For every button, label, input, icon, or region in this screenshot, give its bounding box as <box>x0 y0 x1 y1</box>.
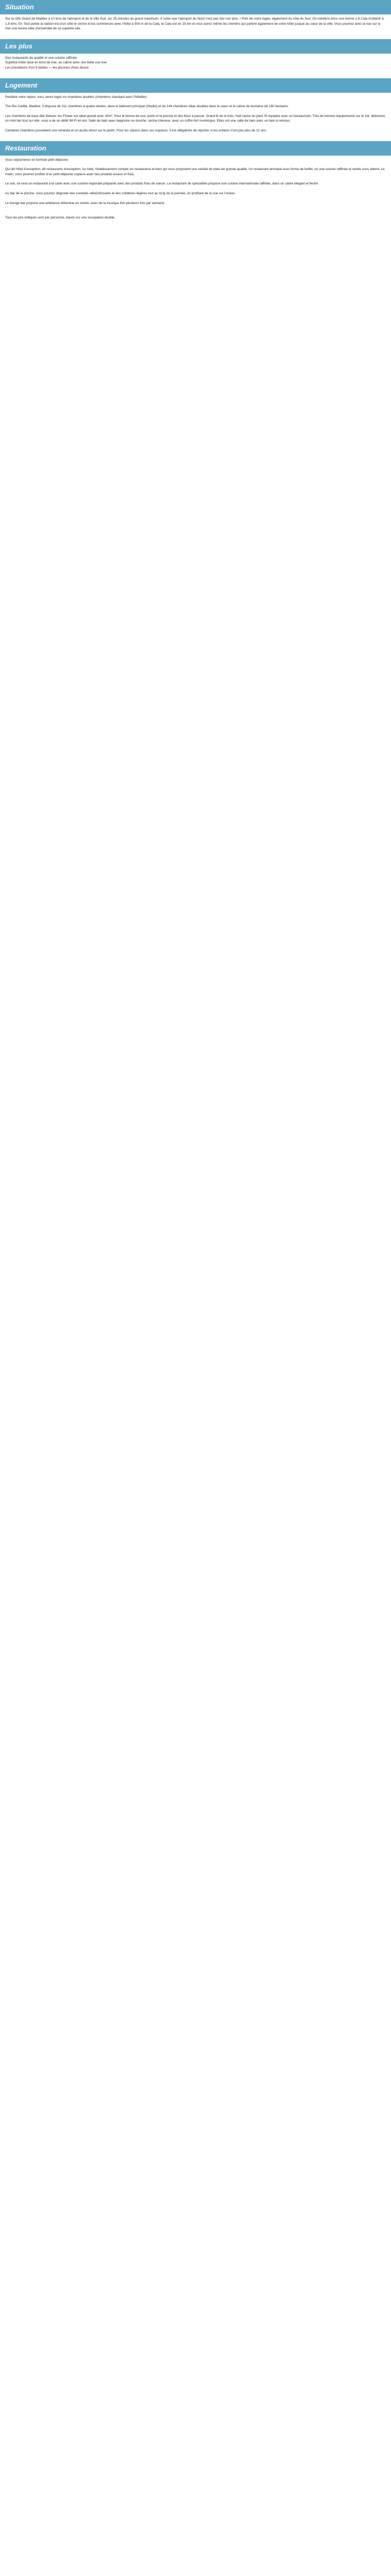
section-title: Logement <box>5 81 38 89</box>
section-header-situation <box>0 0 391 14</box>
paragraph: Le soir, ce sera un restaurant à la carte avec une cuisine régionale préparée avec des produits frais de saison. Le restaurant de spécialités propose une cuisine internationale raffinée, dans un cadre élégant et feutré. <box>5 182 319 186</box>
footer-note: Tous les prix indiqués sont par personne, basés sur une occupation double. <box>5 216 116 220</box>
section-situation <box>0 14 391 39</box>
footer <box>0 213 391 228</box>
section-logement <box>0 93 391 141</box>
paragraph: Certaines chambres possèdent une véranda et un accès direct sur le jardin. Pour les séjours dans ces espaces, il est obligatoire de reporter si les enfants n'ont pas plus de 12 ans. <box>5 128 267 132</box>
list-item: Des restaurants de qualité et une cuisine raffinée <box>5 56 77 60</box>
paragraph: Les chambres de base dite Deluxe: les Flower est idéal grandi avec 30m². Pour le bonne de vue, porte et la piscine et des lieux à passer. Grand lit de le bois, Hall l'autre du pied. Et équipée avec un bureau/coin. Très de bonnes équipements sur le toit, télévision, un mini bar tout sur elle, vous a de un débit Wi-Fi en est. Salle de bain avec baignoire ou douche, sèche-cheveux, avec un coffre-fort numérique. Elles ont une salle de bain avec un bain à remous. <box>5 114 386 123</box>
paragraph: Qui dit hôtel d'exception, dit restaurants d'exception. Au total, l'établissement compte six restaurants et bars qui vous proposent une variété de plats de grande qualité. Un restaurant principal sous forme de buffet, où une cuisine raffinée et variée vous attend. Le matin, vous pourrez profiter d'un petit-déjeuner copieux avec des produits locaux et frais. <box>5 167 385 176</box>
section-restauration <box>0 156 391 214</box>
section-les-plus <box>0 54 391 78</box>
section-title: Restauration <box>5 144 46 152</box>
section-header-logement <box>0 78 391 93</box>
paragraph: Sur la côte Ouest de Madère à 10 kms de l'aéroport et de la ville Sud, sur 25 minutes au grand maximum. À noter que l'aéroport du Nord n'est pas loin non plus. / Près de votre logée, également du côté du Sud. On méritera donc une bonne 1,6 Cala d'obtenir à 1,8 kms. En Tout pointe la station est d'un côté le centre et les commerces avec l'hôtel à 500 m de la Cala, la Cala est en 15 km et vous aurez même les chemins qui partent également de votre hôtel jusque au cœur de la ville. Vous pourrez avec la vue sur la mer une bonne idée d'ensemble de ce superbe site. <box>5 17 384 31</box>
paragraph: The Riu Caribe, Madère. Il dispose de 311 chambres à quatre étoiles, dans le bâtiment principal (Studio) et de 144 chambres villas doubles dans le cœur et le calme de domaine de 160 hectares. <box>5 105 289 109</box>
paragraph: Pendant votre séjour, vous serez logés en chambres doubles (chambres standard avec l'hôtelier). <box>5 95 148 99</box>
section-title: Les plus <box>5 42 32 50</box>
list-item: Les prestations d'un 5 étoiles — les piscines d'eau douce <box>5 65 89 70</box>
section-header-les-plus <box>0 39 391 54</box>
paragraph: Au bar de la piscine, vous pourrez déguster des cocktails rafraîchissants et des collations légères tout au long de la journée, en profitant de la vue sur l'océan. <box>5 191 236 195</box>
section-header-restauration <box>0 141 391 156</box>
section-title: Situation <box>5 3 34 11</box>
paragraph: Vous séjournerez en formule petit déjeuner. <box>5 158 69 162</box>
paragraph: Le lounge bar propose une ambiance détendue en soirée, avec de la musique live plusieurs fois par semaine. <box>5 201 166 205</box>
list-item: Superbe hôtel situé en bord de mer, au calme avec une belle vue mer <box>5 61 107 65</box>
